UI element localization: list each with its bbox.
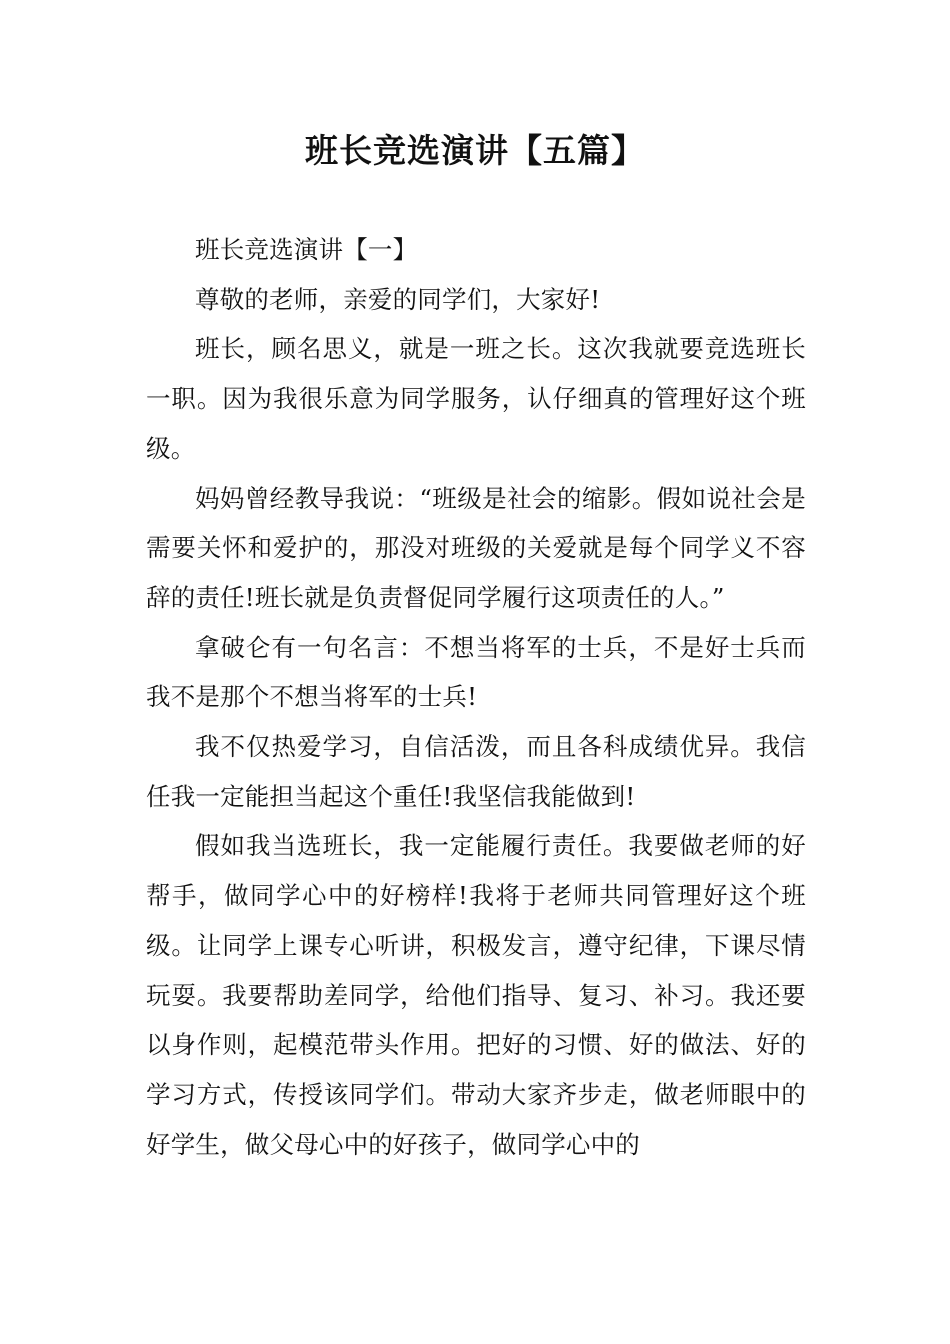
paragraph: 拿破仑有一句名言：不想当将军的士兵，不是好士兵而我不是那个不想当将军的士兵! — [146, 632, 806, 712]
paragraph: 妈妈曾经教导我说：“班级是社会的缩影。假如说社会是需要关怀和爱护的，那没对班级的关爱就是每个同学义不容辞的责任!班长就是负责督促同学履行这项责任的人。” — [146, 483, 806, 612]
section-heading: 班长竞选演讲【一】 — [195, 235, 418, 264]
paragraph-greeting: 尊敬的老师，亲爱的同学们，大家好! — [195, 284, 601, 314]
paragraph: 假如我当选班长，我一定能履行责任。我要做老师的好帮手，做同学心中的好榜样!我将于老师共同管理好这个班级。让同学上课专心听讲，积极发言，遵守纪律，下课尽情玩耍。我要帮助差同学，给他们指导、复习、补习。我还要以身作则，起模范带头作用。把好的习惯、好的做法、好的学习方式，传授该同学们。带动大家齐步走，做老师眼中的好学生，做父母心中的好孩子，做同学心中的 — [146, 831, 806, 1159]
paragraph: 我不仅热爱学习，自信活泼，而且各科成绩优异。我信任我一定能担当起这个重任!我坚信我能做到! — [146, 732, 806, 811]
document-body — [146, 225, 806, 1169]
paragraph: 班长，顾名思义，就是一班之长。这次我就要竞选班长一职。因为我很乐意为同学服务，认仔细真的管理好这个班级。 — [146, 334, 806, 463]
document-title: 班长竞选演讲【五篇】 — [305, 131, 645, 170]
